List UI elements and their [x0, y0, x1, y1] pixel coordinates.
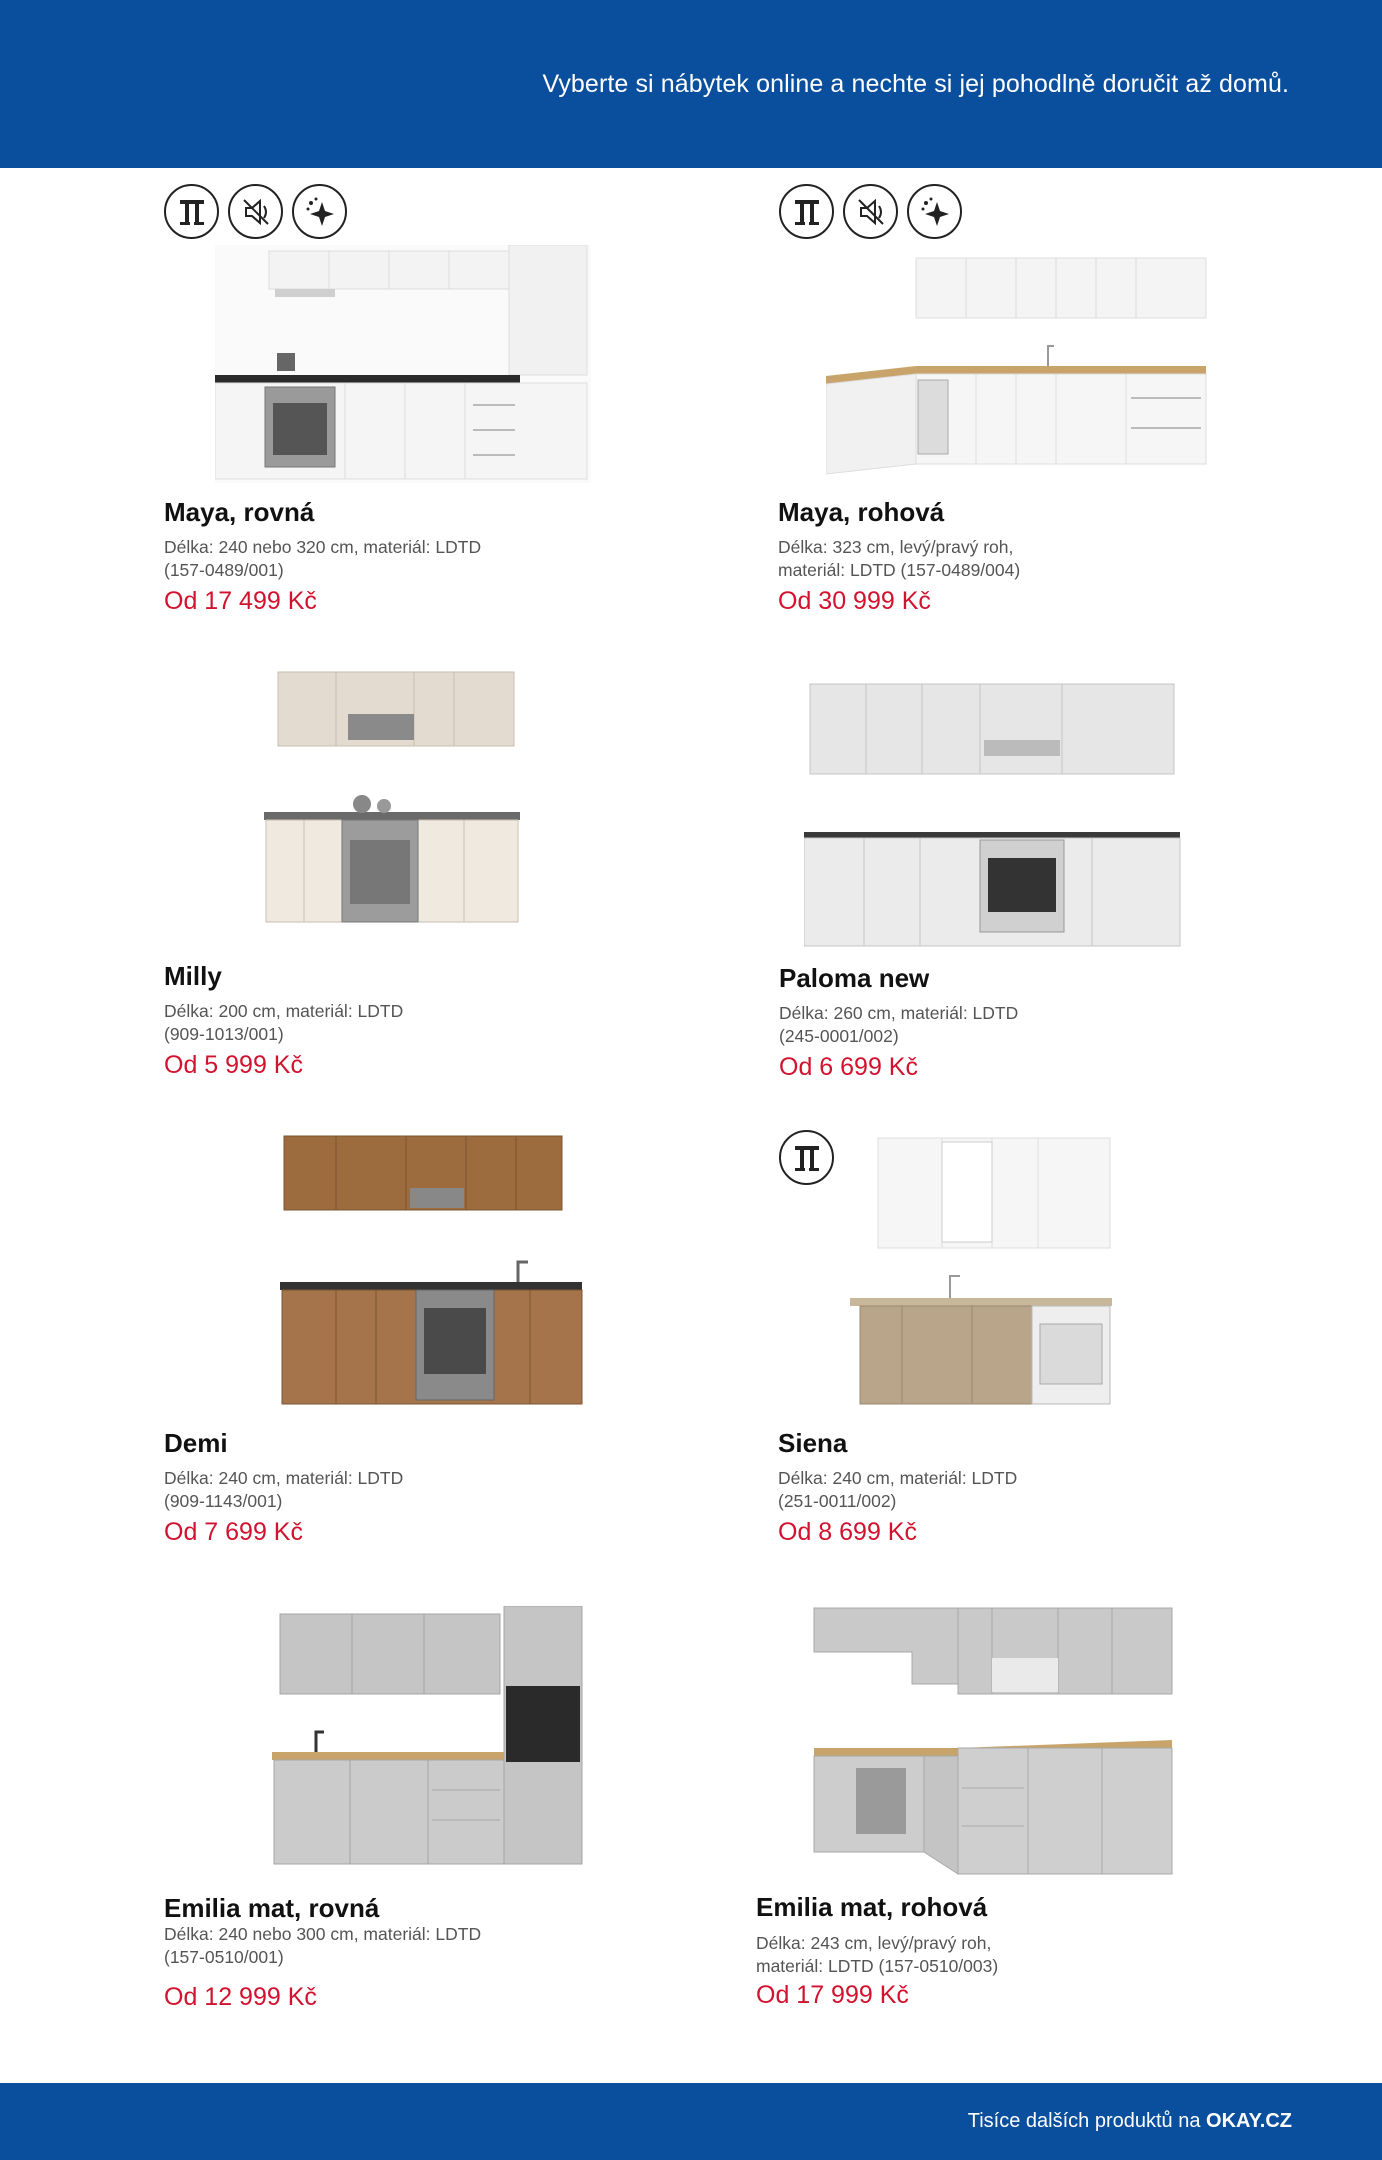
product-name[interactable]: Siena	[778, 1428, 848, 1458]
product-description: Délka: 240 cm, materiál: LDTD (251-0011/002)	[778, 1468, 1018, 1511]
product-name[interactable]: Maya, rohová	[778, 497, 945, 527]
soft-close-icon	[843, 184, 898, 239]
kitchen-image	[264, 670, 522, 926]
feature-icons	[164, 184, 347, 239]
product-description: Délka: 243 cm, levý/pravý roh, materiál: LDTD (157-0510/003)	[756, 1933, 999, 1976]
product-description: Délka: 323 cm, levý/pravý roh, materiál: LDTD (157-0489/004)	[778, 537, 1021, 580]
soft-close-icon	[228, 184, 283, 239]
product-name[interactable]: Paloma new	[779, 963, 930, 993]
footer-text: Tisíce dalších produktů na OKAY.CZ	[967, 2110, 1292, 2132]
kitchen-image	[280, 1132, 584, 1412]
product-price: Od 8 699 Kč	[778, 1518, 917, 1546]
adjustable-legs-icon	[164, 184, 219, 239]
product-price: Od 7 699 Kč	[164, 1518, 303, 1546]
product-description: Délka: 260 cm, materiál: LDTD (245-0001/002)	[779, 1003, 1019, 1046]
product-description: Délka: 240 cm, materiál: LDTD (909-1143/001)	[164, 1468, 404, 1511]
product-name[interactable]: Maya, rovná	[164, 497, 315, 527]
adjustable-legs-icon	[779, 1130, 834, 1185]
kitchen-image	[804, 680, 1184, 950]
product-price: Od 6 699 Kč	[779, 1053, 918, 1081]
feature-icons	[779, 184, 962, 239]
product-name[interactable]: Emilia mat, rohová	[756, 1892, 988, 1922]
product-price: Od 17 999 Kč	[756, 1981, 909, 2009]
footer-brand-link[interactable]: OKAY.CZ	[1206, 2110, 1292, 2132]
product-description: Délka: 200 cm, materiál: LDTD (909-1013/001)	[164, 1001, 404, 1044]
kitchen-image	[826, 238, 1210, 478]
easy-clean-icon	[907, 184, 962, 239]
header-tagline: Vyberte si nábytek online a nechte si jej pohodlně doručit až domů.	[542, 70, 1289, 98]
product-name[interactable]: Emilia mat, rovná	[164, 1893, 380, 1923]
easy-clean-icon	[292, 184, 347, 239]
product-price: Od 17 499 Kč	[164, 587, 317, 615]
feature-icons	[779, 1130, 834, 1185]
product-description: Délka: 240 nebo 300 cm, materiál: LDTD (157-0510/001)	[164, 1924, 482, 1967]
product-name[interactable]: Demi	[164, 1428, 228, 1458]
footer-banner	[0, 2083, 1382, 2160]
kitchen-image	[272, 1606, 584, 1870]
product-description: Délka: 240 nebo 320 cm, materiál: LDTD (157-0489/001)	[164, 537, 482, 580]
kitchen-image	[215, 245, 591, 483]
kitchen-image	[842, 1128, 1114, 1410]
adjustable-legs-icon	[779, 184, 834, 239]
header-banner	[0, 0, 1382, 168]
product-price: Od 5 999 Kč	[164, 1051, 303, 1079]
product-price: Od 12 999 Kč	[164, 1983, 317, 2011]
kitchen-image	[812, 1598, 1176, 1878]
product-name[interactable]: Milly	[164, 961, 222, 991]
product-price: Od 30 999 Kč	[778, 587, 931, 615]
